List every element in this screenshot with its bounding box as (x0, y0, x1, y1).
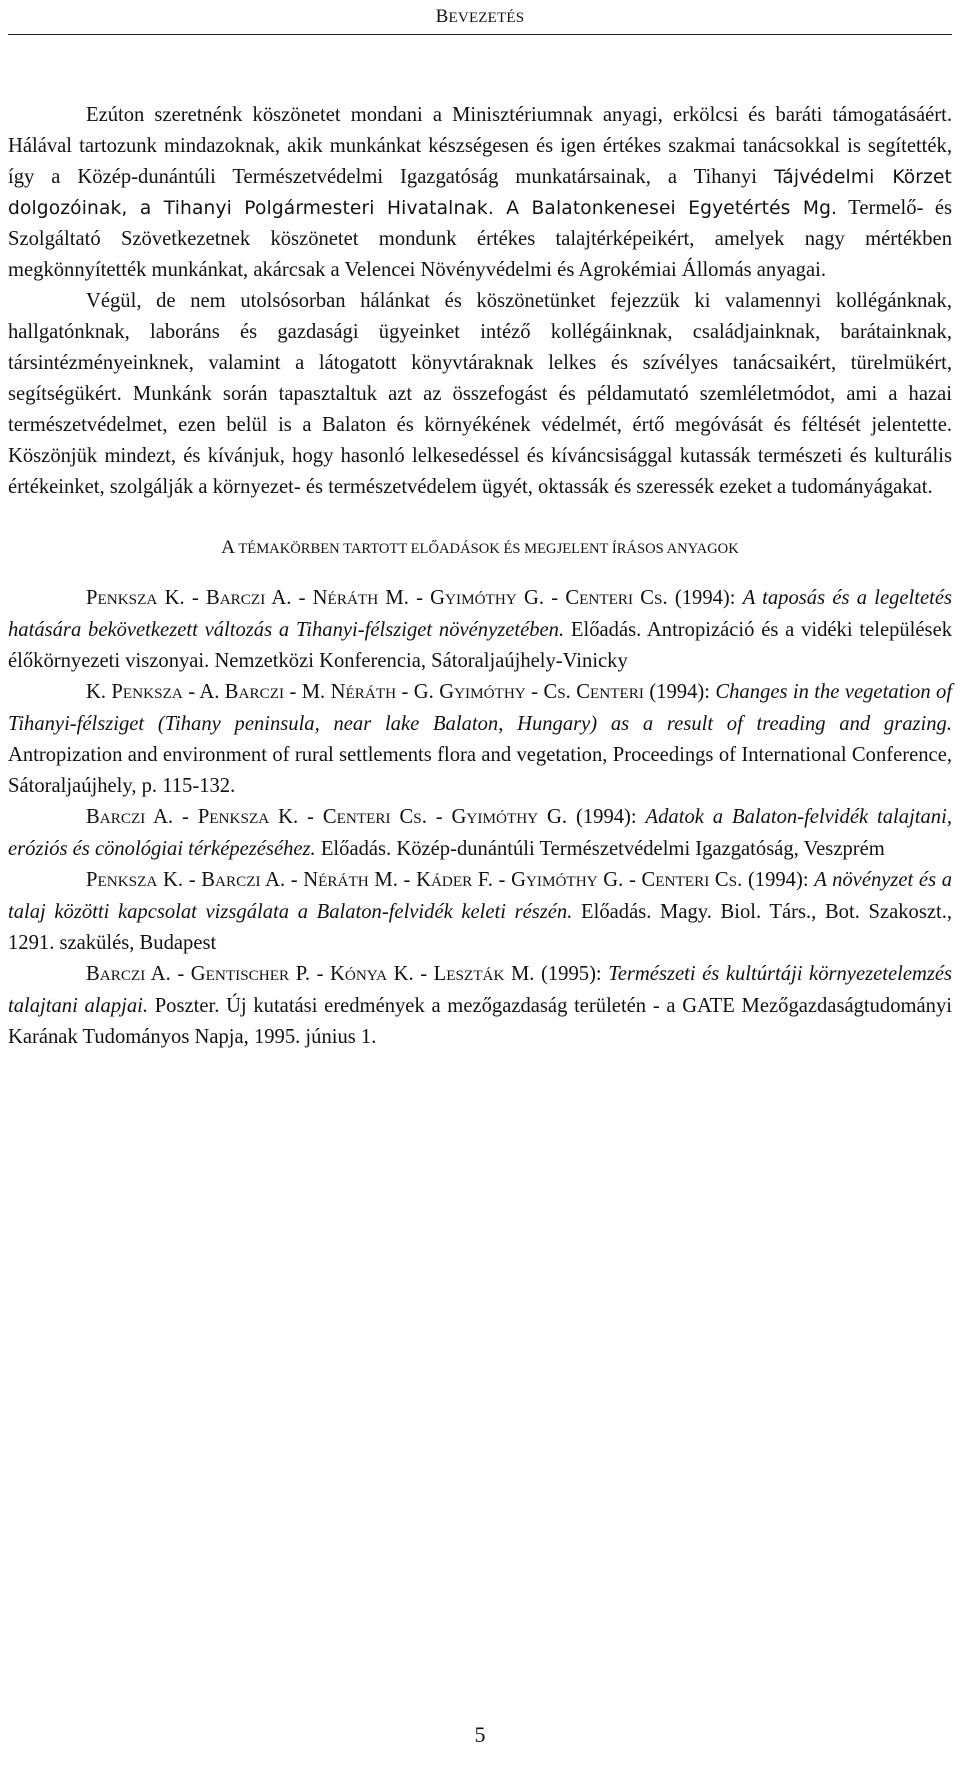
author-separator: G. - (516, 587, 566, 609)
author-name-smallcaps: ARCZI (99, 810, 146, 827)
author-separator: K. - (387, 963, 434, 985)
author-initial: N (303, 869, 319, 891)
author-initial: P (86, 869, 98, 891)
author-initial: N (312, 587, 328, 609)
author-initial: G (430, 587, 446, 609)
author-separator: C (633, 587, 655, 609)
header-initial: B (435, 6, 449, 27)
author-initial: G (190, 963, 206, 985)
author-separator: A. - (145, 963, 191, 985)
author-initial: K (330, 963, 345, 985)
paragraph-1-part-2: Tájvédelmi Körzet dolgozóinak, a Tihanyi Polgármesteri Hivatalnak. A Balatonkenesei Egyetértés Mg. (8, 167, 952, 219)
author-separator: M. - (368, 869, 417, 891)
author-name-smallcaps: ENKSZA (209, 810, 270, 827)
author-name-smallcaps: ENKSZA (122, 685, 183, 702)
reference-title: Changes in the vegetation of Tihanyi-félsziget (Tihany peninsula, near lake Balaton, Hungary) as a result of treading and grazing. (8, 681, 953, 735)
author-name-smallcaps: ARCZI (99, 967, 146, 984)
reference-title: A növényzet és a talaj közötti kapcsolat vizsgálata a Balaton-felvidék keleti részén. (8, 869, 953, 923)
reference-entry (8, 959, 952, 1053)
author-separator: . (737, 869, 748, 891)
author-separator: - A. (182, 681, 225, 703)
author-separator: - G. (396, 681, 440, 703)
acknowledgement-paragraph-1 (8, 100, 952, 286)
header-rest: EVEZETÉS (448, 10, 525, 26)
author-separator: K. (86, 681, 112, 703)
section-title-initial: A (221, 537, 235, 558)
author-name-smallcaps: ENTERI (579, 591, 634, 608)
reference-year: (1994): (674, 587, 743, 609)
author-separator: A. - (265, 587, 313, 609)
author-name-smallcaps: ARCZI (219, 591, 266, 608)
author-name-smallcaps: ARCZI (238, 685, 285, 702)
author-name-smallcaps: YIMÓTHY (525, 873, 598, 890)
author-initial: C (322, 806, 337, 828)
reference-entry (8, 865, 952, 959)
reference-title: Adatok a Balaton-felvidék talajtani, eróziós és cönológiai térképezéséhez. (8, 806, 952, 860)
author-name-smallcaps: ENKSZA (97, 591, 158, 608)
author-initial: B (86, 806, 100, 828)
author-separator: M. (504, 963, 542, 985)
reference-title: Természeti és kultúrtáji környezetelemzés talajtani alapjai. (8, 963, 952, 1017)
author-initial: L (433, 963, 447, 985)
author-name-smallcaps: ENKSZA (97, 873, 158, 890)
running-header (0, 6, 960, 28)
author-separator: G. (538, 806, 576, 828)
author-separator: K. - (157, 587, 206, 609)
author-name-smallcaps: ÉRÁTH (318, 873, 369, 890)
author-name-smallcaps: YIMÓTHY (466, 810, 539, 827)
page-body (8, 100, 952, 1053)
author-name-smallcaps: ARCZI (214, 873, 261, 890)
reference-list (8, 583, 952, 1053)
author-separator: P. - (289, 963, 330, 985)
author-initial: B (201, 869, 215, 891)
author-separator: F. - (472, 869, 512, 891)
author-initial: G (439, 681, 455, 703)
reference-entry (8, 802, 952, 865)
author-initial: N (330, 681, 346, 703)
reference-entry (8, 583, 952, 677)
author-initial: B (224, 681, 239, 703)
author-name-smallcaps: S (557, 685, 566, 702)
page-number: 5 (474, 1722, 486, 1747)
paragraph-1-part-3: Termelő- és Szolgáltató Szövetkezetnek köszönetet mondunk értékes talajtérképeikért, amelyek nagy mértékben megkönnyítették munkánkat, akárcsak a Velencei Növényvédelmi és Agrokémiai Állomás anyagai. (8, 197, 952, 281)
author-initial: G (511, 869, 526, 891)
author-name-smallcaps: ENTISCHER (205, 967, 290, 984)
author-separator: A. - (260, 869, 304, 891)
author-initial: P (197, 806, 210, 828)
reference-year: (1994): (747, 869, 815, 891)
author-initial: B (205, 587, 220, 609)
author-initial: B (86, 963, 100, 985)
paragraph-1-part-1: Ezúton szeretnénk köszönetet mondani a Minisztériumnak anyagi, erkölcsi és baráti támogatásáért. Hálával tartozunk mindazoknak, akik munkánkat készségesen és igen értékes szakmai tanácsokkal is segítették, így a Közép-dunántúli Természetvédelmi Igazgatóság munkatársainak, a Tihanyi (8, 104, 952, 188)
author-initial: P (111, 681, 123, 703)
author-name-smallcaps: S (413, 810, 422, 827)
author-separator: A. - (145, 806, 198, 828)
author-initial: K (416, 869, 431, 891)
author-initial: C (565, 587, 580, 609)
author-name-smallcaps: S (654, 591, 663, 608)
author-name-smallcaps: ENTERI (655, 873, 710, 890)
author-separator: K. - (157, 869, 202, 891)
author-separator: - M. (284, 681, 331, 703)
reference-details: Előadás. Antropizáció és a vidéki települések élőkörnyezeti viszonyai. Nemzetközi Konferencia, Sátoraljaújhely-Vinicky (8, 619, 953, 672)
author-name-smallcaps: ÁDER (430, 873, 473, 890)
author-initial: G (451, 806, 467, 828)
reference-year: (1994): (649, 681, 716, 703)
reference-details: Antropization and environment of rural settlements flora and vegetation, Proceedings of International Conference, Sátoraljaújhely, p. 115-132. (8, 744, 952, 797)
author-separator: - C (525, 681, 558, 703)
author-separator: . (565, 681, 577, 703)
author-separator: . - (421, 806, 452, 828)
reference-title: A taposás és a legeltetés hatására bekövetkezett változás a Tihanyi-félsziget növényzetében. (8, 587, 952, 641)
author-name-smallcaps: S (728, 873, 738, 890)
author-name-smallcaps: ÉRÁTH (327, 591, 379, 608)
author-separator: M. - (378, 587, 431, 609)
reference-details: Előadás. Magy. Biol. Társ., Bot. Szakoszt., 1291. szakülés, Budapest (8, 901, 952, 954)
author-name-smallcaps: ÉRÁTH (345, 685, 397, 702)
author-initial: P (86, 587, 98, 609)
reference-details: Poszter. Új kutatási eredmények a mezőgazdaság területén - a GATE Mezőgazdaságtudományi Karának Tudományos Napja, 1995. június 1. (8, 995, 952, 1048)
author-separator: . (662, 587, 675, 609)
section-title (8, 532, 952, 565)
author-initial: C (576, 681, 590, 703)
reference-entry (8, 677, 952, 802)
author-name-smallcaps: YIMÓTHY (445, 591, 517, 608)
acknowledgement-paragraph-2: Végül, de nem utolsósorban hálánkat és köszönetünket fejezzük ki valamennyi kollégánknak, hallgatónknak, laboráns és gazdasági ügyeinket intéző kollégáinknak, családjainknak, barátainknak, társintézményeinknek, valamint a látogatott könyvtáraknak lelkes és szívélyes tanácsaikért, türelmükért, segítségükért. Munkánk során tapasztaltuk azt az összefogást és példamutató szemléletmódot, ami a hazai természetvédelmet, ezen belül is a Balaton és környékének védelmét, értő megóvását és féltését jelentette. Köszönjük mindezt, és kívánjuk, hogy hasonló lelkesedéssel és kíváncsisággal kutassák természeti és kulturális értékeinket, szolgálják a környezet- és természetvédelem ügyét, oktassák és szeressék ezeket a tudományágakat. (8, 290, 952, 498)
author-name-smallcaps: ENTERI (336, 810, 391, 827)
author-name-smallcaps: YIMÓTHY (454, 685, 526, 702)
author-separator: C (709, 869, 729, 891)
author-name-smallcaps: ÓNYA (344, 967, 388, 984)
reference-year: (1995): (541, 963, 609, 985)
author-name-smallcaps: ESZTÁK (446, 967, 505, 984)
author-separator: G. - (597, 869, 642, 891)
author-name-smallcaps: ENTERI (589, 685, 644, 702)
author-separator: C (390, 806, 414, 828)
author-initial: C (641, 869, 656, 891)
reference-details: Előadás. Közép-dunántúli Természetvédelmi Igazgatóság, Veszprém (315, 838, 885, 860)
header-rule (8, 34, 952, 35)
author-separator: K. - (269, 806, 323, 828)
section-title-rest: TÉMAKÖRBEN TARTOTT ELŐADÁSOK ÉS MEGJELENT ÍRÁSOS ANYAGOK (234, 541, 739, 557)
reference-year: (1994): (576, 806, 646, 828)
